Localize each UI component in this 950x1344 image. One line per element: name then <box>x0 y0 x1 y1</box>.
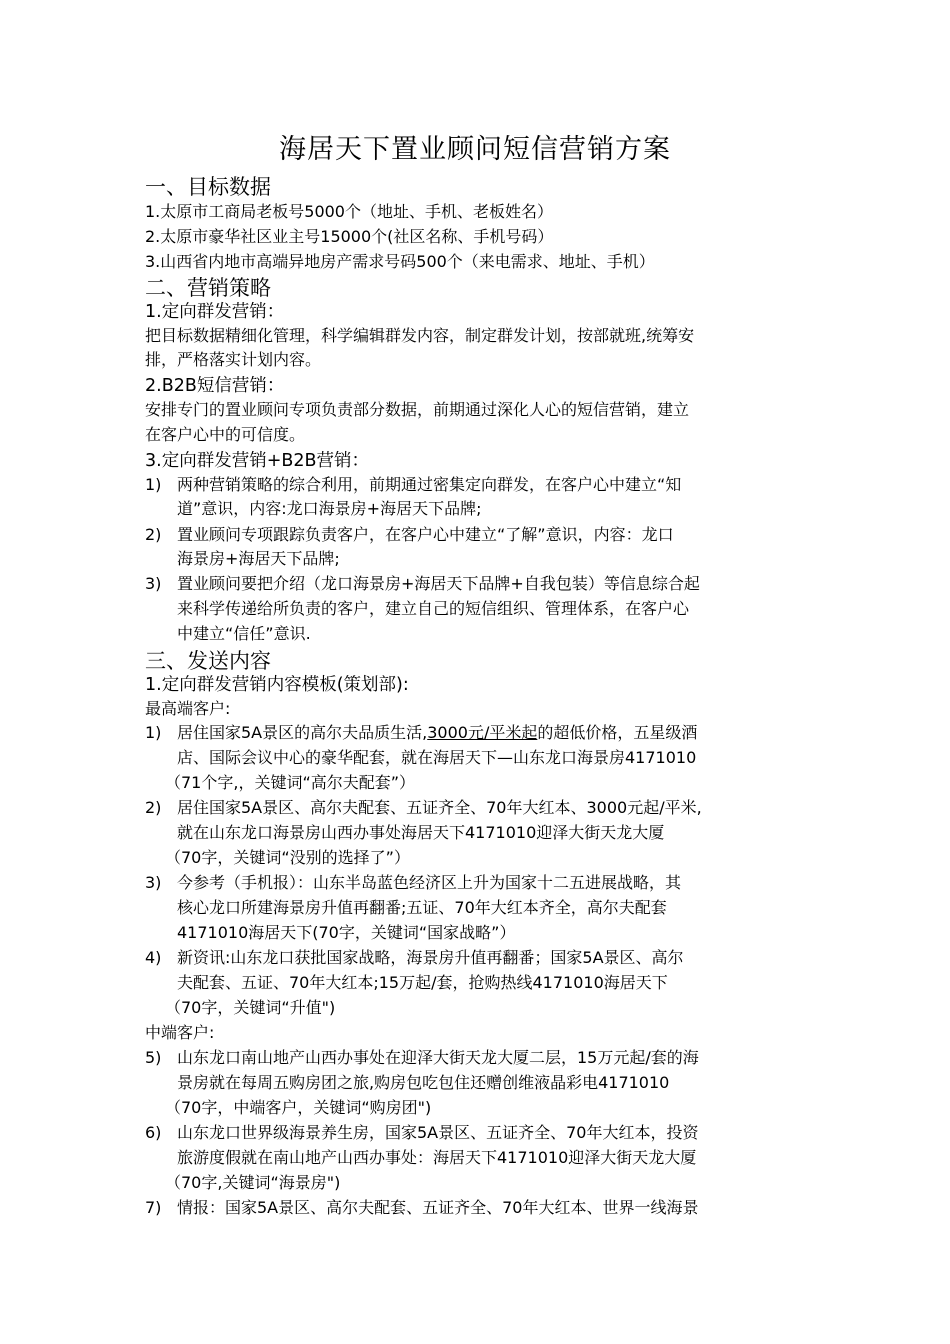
list-item-text: 居住国家5A景区、高尔夫配套、五证齐全、70年大红本、3000元起/平米, <box>177 798 702 817</box>
list-item-text: 两种营销策略的综合利用，前期通过密集定向群发，在客户心中建立“知 <box>177 475 682 494</box>
list-item-text: 景房就在每周五购房团之旅,购房包吃包住还赠创维液晶彩电4171010 <box>177 1073 670 1092</box>
list-number: 7) <box>145 1198 162 1217</box>
list-number: 1) <box>145 475 162 494</box>
list-number: 3) <box>145 873 162 892</box>
list-item-text: 情报：国家5A景区、高尔夫配套、五证齐全、70年大红本、世界一线海景 <box>177 1198 699 1217</box>
list-item-text: 山东龙口世界级海景养生房，国家5A景区、五证齐全、70年大红本，投资 <box>177 1123 699 1142</box>
strategy-3-title: 3.定向群发营销+B2B营销： <box>145 451 370 471</box>
list-number: 2) <box>145 798 162 817</box>
list-item-text: 来科学传递给所负责的客户，建立自己的短信组织、管理体系，在客户心 <box>177 599 690 618</box>
list-item-text: 旅游度假就在南山地产山西办事处：海居天下4171010迎泽大街天龙大厦 <box>177 1148 697 1167</box>
mid-end-label: 中端客户: <box>145 1023 215 1042</box>
strategy-2-title: 2.B2B短信营销： <box>145 376 285 396</box>
strategy-1-title: 1.定向群发营销： <box>145 302 285 322</box>
target-item-1: 1.太原市工商局老板号5000个（地址、手机、老板姓名） <box>145 202 553 221</box>
list-number: 6) <box>145 1123 162 1142</box>
list-item-text: 核心龙口所建海景房升值再翻番;五证、70年大红本齐全，高尔夫配套 <box>177 898 667 917</box>
list-number: 4) <box>145 948 162 967</box>
section-2-heading: 二、营销策略 <box>145 276 271 300</box>
list-item-note: （70字，中端客户，关键词“购房团") <box>165 1098 432 1117</box>
target-item-2: 2.太原市豪华社区业主号15000个(社区名称、手机号码） <box>145 227 554 246</box>
list-item-note: （70字,关键词“海景房") <box>165 1173 341 1192</box>
list-number: 2) <box>145 525 162 544</box>
list-item-text: 今参考（手机报）：山东半岛蓝色经济区上升为国家十二五进展战略，其 <box>177 873 682 892</box>
list-item-text: 中建立“信任”意识. <box>177 624 311 643</box>
list-item-text: 海景房+海居天下品牌; <box>177 549 340 568</box>
list-item-text: 山东龙口南山地产山西办事处在迎泽大街天龙大厦二层，15万元起/套的海 <box>177 1048 699 1067</box>
list-item-text: 店、国际会议中心的豪华配套，就在海居天下—山东龙口海景房4171010 <box>177 748 697 767</box>
strategy-1-text: 把目标数据精细化管理，科学编辑群发内容，制定群发计划，按部就班,统筹安 <box>145 326 695 345</box>
list-item-text: 置业顾问专项跟踪负责客户，在客户心中建立“了解”意识，内容：龙口 <box>177 525 674 544</box>
text-segment: 居住国家5A景区的高尔夫品质生活, <box>177 723 428 742</box>
list-item-note: （70字，关键词“没别的选择了”） <box>165 848 410 867</box>
list-item-text <box>177 721 697 745</box>
list-item-text: 就在山东龙口海景房山西办事处海居天下4171010迎泽大街天龙大厦 <box>177 823 665 842</box>
strategy-1-text: 排，严格落实计划内容。 <box>145 350 322 369</box>
strategy-2-text: 在客户心中的可信度。 <box>145 425 306 444</box>
text-segment: 的超低价格，五星级酒 <box>537 723 698 742</box>
list-item-text: 夫配套、五证、70年大红本;15万起/套，抢购热线4171010海居天下 <box>177 973 668 992</box>
high-end-label: 最高端客户: <box>145 699 231 718</box>
list-item-text: 置业顾问要把介绍（龙口海景房+海居天下品牌+自我包装）等信息综合起 <box>177 574 700 593</box>
list-item-text: 4171010海居天下(70字，关键词“国家战略”） <box>177 923 516 942</box>
document-title: 海居天下置业顾问短信营销方案 <box>279 134 671 165</box>
content-template-title: 1.定向群发营销内容模板(策划部): <box>145 675 409 695</box>
price-underlined: 3000元/平米起 <box>427 723 538 742</box>
target-item-3: 3.山西省内地市高端异地房产需求号码500个（来电需求、地址、手机） <box>145 252 655 271</box>
section-3-heading: 三、发送内容 <box>145 649 271 673</box>
list-item-text: 新资讯:山东龙口获批国家战略，海景房升值再翻番；国家5A景区、高尔 <box>177 948 684 967</box>
strategy-2-text: 安排专门的置业顾问专项负责部分数据，前期通过深化人心的短信营销，建立 <box>145 400 690 419</box>
section-1-heading: 一、目标数据 <box>145 175 271 199</box>
list-number: 1) <box>145 723 162 742</box>
list-number: 3) <box>145 574 162 593</box>
list-item-note: （70字，关键词“升值") <box>165 998 336 1017</box>
list-item-note: （71个字,，关键词“高尔夫配套”） <box>165 773 416 792</box>
list-number: 5) <box>145 1048 162 1067</box>
list-item-text: 道”意识，内容:龙口海景房+海居天下品牌; <box>177 499 482 518</box>
